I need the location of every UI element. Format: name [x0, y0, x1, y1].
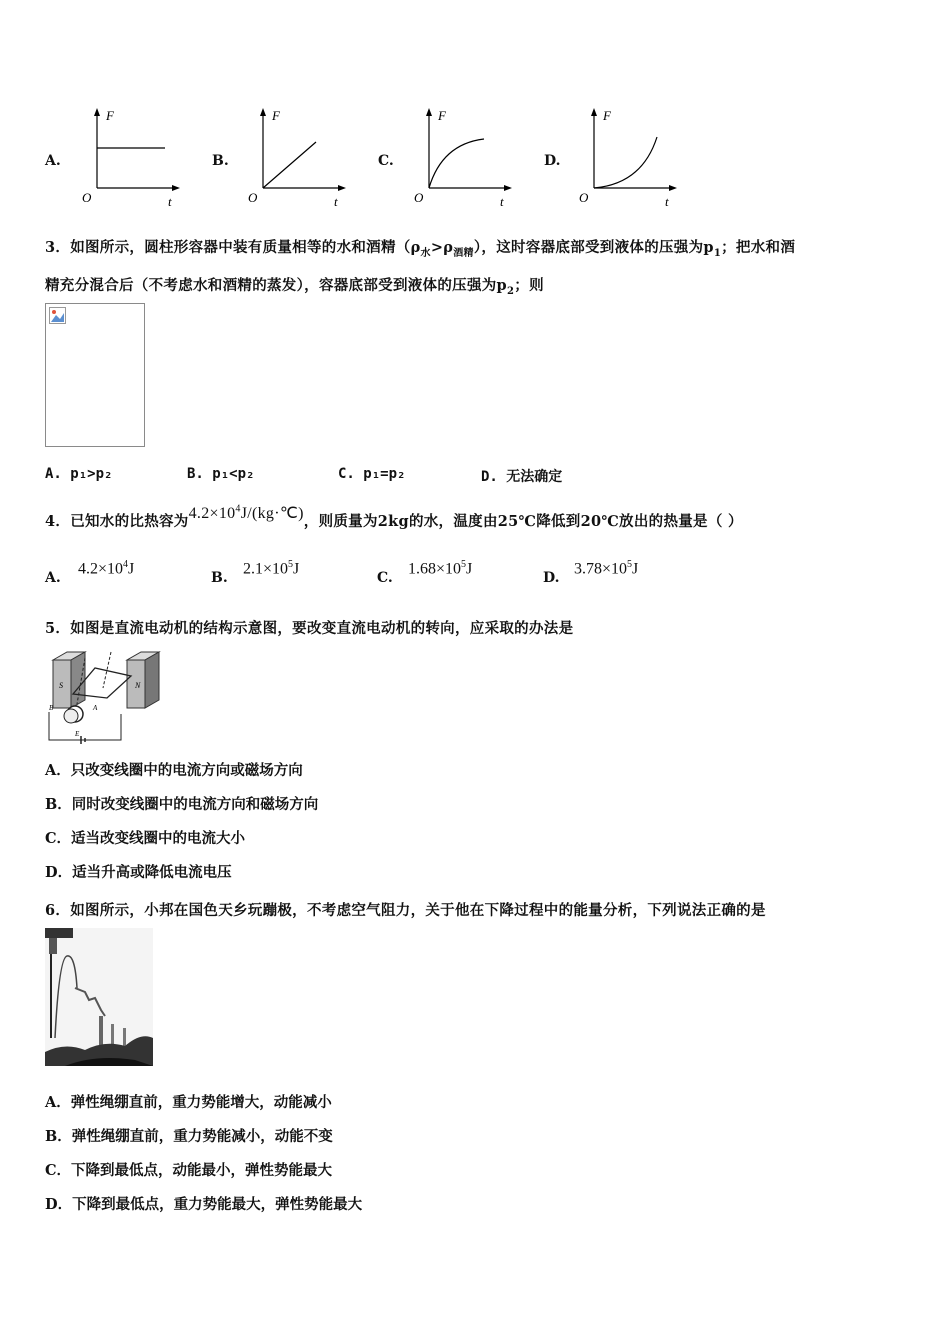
- q4-formula-exp: 4: [235, 503, 241, 515]
- q6-option-a: A．弹性绳绷直前，重力势能增大，动能减小: [45, 1094, 332, 1111]
- q4-option-c-base: 1.68×10: [408, 560, 462, 578]
- q4-option-c-letter: C.: [377, 570, 393, 586]
- graph-b-y-label: F: [272, 108, 280, 123]
- q5-label-n: N: [135, 681, 141, 690]
- graph-b-label: B.: [212, 153, 229, 169]
- q4-formula-base: 4.2×10: [188, 505, 236, 522]
- q4-text-a: 4．已知水的比热容为: [45, 513, 189, 530]
- q3-option-d-text: 无法确定: [506, 469, 563, 485]
- q3-p2-sub: 2: [507, 285, 515, 297]
- q4-option-a-base: 4.2×10: [78, 560, 124, 578]
- q4-option-b-value: [243, 559, 299, 578]
- q4-option-d-exp: 5: [627, 559, 633, 570]
- q3-option-c-letter: C.: [338, 466, 355, 482]
- q3-text-d: 精充分混合后（不考虑水和酒精的蒸发），容器底部受到液体的压强为p: [45, 277, 507, 294]
- q6-option-d: D．下降到最低点，重力势能最大，弹性势能最大: [45, 1196, 363, 1213]
- q4-option-c-unit: J: [466, 560, 473, 578]
- graph-c-x-label: t: [500, 194, 504, 209]
- q4-option-b-base: 2.1×10: [243, 560, 289, 578]
- q3-figure-placeholder: [45, 303, 145, 447]
- q5-dc-motor-diagram: [45, 648, 170, 744]
- q4-formula-unit: J/(kg·℃): [240, 505, 304, 522]
- q3-text-c: ；把水和酒: [721, 239, 796, 256]
- graph-a-label: A.: [45, 153, 61, 169]
- q5-option-a: A．只改变线圈中的电流方向或磁场方向: [45, 762, 303, 779]
- graph-b-x-label: t: [334, 194, 338, 209]
- graph-c-concave-down: [402, 104, 517, 212]
- q4-option-d-value: [574, 559, 638, 578]
- q4-formula: [189, 505, 304, 522]
- q4-option-c-exp: 5: [461, 559, 467, 570]
- q4-option-b-letter: B.: [211, 570, 228, 586]
- q3-option-b: [187, 466, 254, 482]
- q4-option-a-exp: 4: [123, 559, 129, 570]
- q4-option-b-exp: 5: [288, 559, 294, 570]
- q3-gt: >ρ: [430, 239, 454, 256]
- q3-option-b-letter: B.: [187, 466, 204, 482]
- graph-d-x-label: t: [665, 194, 669, 209]
- q3-option-a-letter: A.: [45, 466, 62, 482]
- q5-stem: 5．如图是直流电动机的结构示意图，要改变直流电动机的转向，应采取的办法是: [45, 620, 574, 637]
- q3-stem-line2: [45, 274, 544, 297]
- q3-sub-water: 水: [420, 247, 431, 259]
- q5-option-c: C．适当改变线圈中的电流大小: [45, 830, 246, 847]
- q3-option-d-letter: D.: [481, 469, 498, 485]
- q3-option-a-text: p₁>p₂: [70, 466, 113, 482]
- q6-option-b: B．弹性绳绷直前，重力势能减小，动能不变: [45, 1128, 333, 1145]
- broken-image-icon: [49, 307, 67, 325]
- graph-b-origin: O: [248, 190, 258, 205]
- q6-bungee-photo: [45, 928, 153, 1066]
- q3-text-a: 3．如图所示，圆柱形容器中装有质量相等的水和酒精（ρ: [45, 239, 421, 256]
- q4-text-b: ，则质量为2kg的水，温度由25℃降低到20℃放出的热量是（ ）: [303, 513, 743, 530]
- q3-text-e: ；则: [514, 277, 544, 294]
- graph-d-label: D.: [544, 153, 561, 169]
- q4-option-c-value: [408, 559, 472, 578]
- q3-option-d: [481, 466, 562, 486]
- q4-option-a-unit: J: [128, 560, 135, 578]
- graph-d-concave-up: [567, 104, 682, 212]
- q6-option-c: C．下降到最低点，动能最小，弹性势能最大: [45, 1162, 333, 1179]
- q6-stem: 6．如图所示，小邦在国色天乡玩蹦极，不考虑空气阻力，关于他在下降过程中的能量分析，下列说法正确的是: [45, 902, 766, 919]
- graph-d-origin: O: [579, 190, 589, 205]
- q4-option-b-unit: J: [293, 560, 300, 578]
- q3-p1-sub: 1: [713, 247, 722, 259]
- q3-stem-line1: [45, 236, 795, 259]
- q5-option-b: B．同时改变线圈中的电流方向和磁场方向: [45, 796, 319, 813]
- graph-d-y-label: F: [603, 108, 611, 123]
- q5-label-a: A: [93, 704, 98, 712]
- q3-option-c: [338, 466, 405, 482]
- q4-option-a-letter: A.: [45, 570, 61, 586]
- graph-c-y-label: F: [438, 108, 446, 123]
- q4-option-d-base: 3.78×10: [574, 560, 628, 578]
- q3-option-c-text: p₁=p₂: [363, 466, 406, 482]
- q5-option-d: D．适当升高或降低电流电压: [45, 864, 232, 881]
- graph-a-y-label: F: [106, 108, 114, 123]
- q4-option-d-unit: J: [632, 560, 639, 578]
- q5-label-b: B: [49, 704, 54, 712]
- q4-stem: [45, 503, 743, 531]
- graph-b-linear: [236, 104, 351, 212]
- q5-label-e: E: [75, 730, 80, 738]
- q4-option-d-letter: D.: [543, 570, 560, 586]
- graph-c-origin: O: [414, 190, 424, 205]
- q3-text-b: ），这时容器底部受到液体的压强为p: [473, 239, 714, 256]
- graph-a-x-label: t: [168, 194, 172, 209]
- q3-sub-alcohol: 酒精: [453, 247, 474, 259]
- q3-option-b-text: p₁<p₂: [212, 466, 255, 482]
- q4-option-a-value: [78, 559, 134, 578]
- q5-label-s: S: [59, 681, 63, 690]
- q3-option-a: [45, 466, 112, 482]
- graph-a-origin: O: [82, 190, 92, 205]
- graph-c-label: C.: [378, 153, 394, 169]
- graph-a-constant: [70, 104, 185, 212]
